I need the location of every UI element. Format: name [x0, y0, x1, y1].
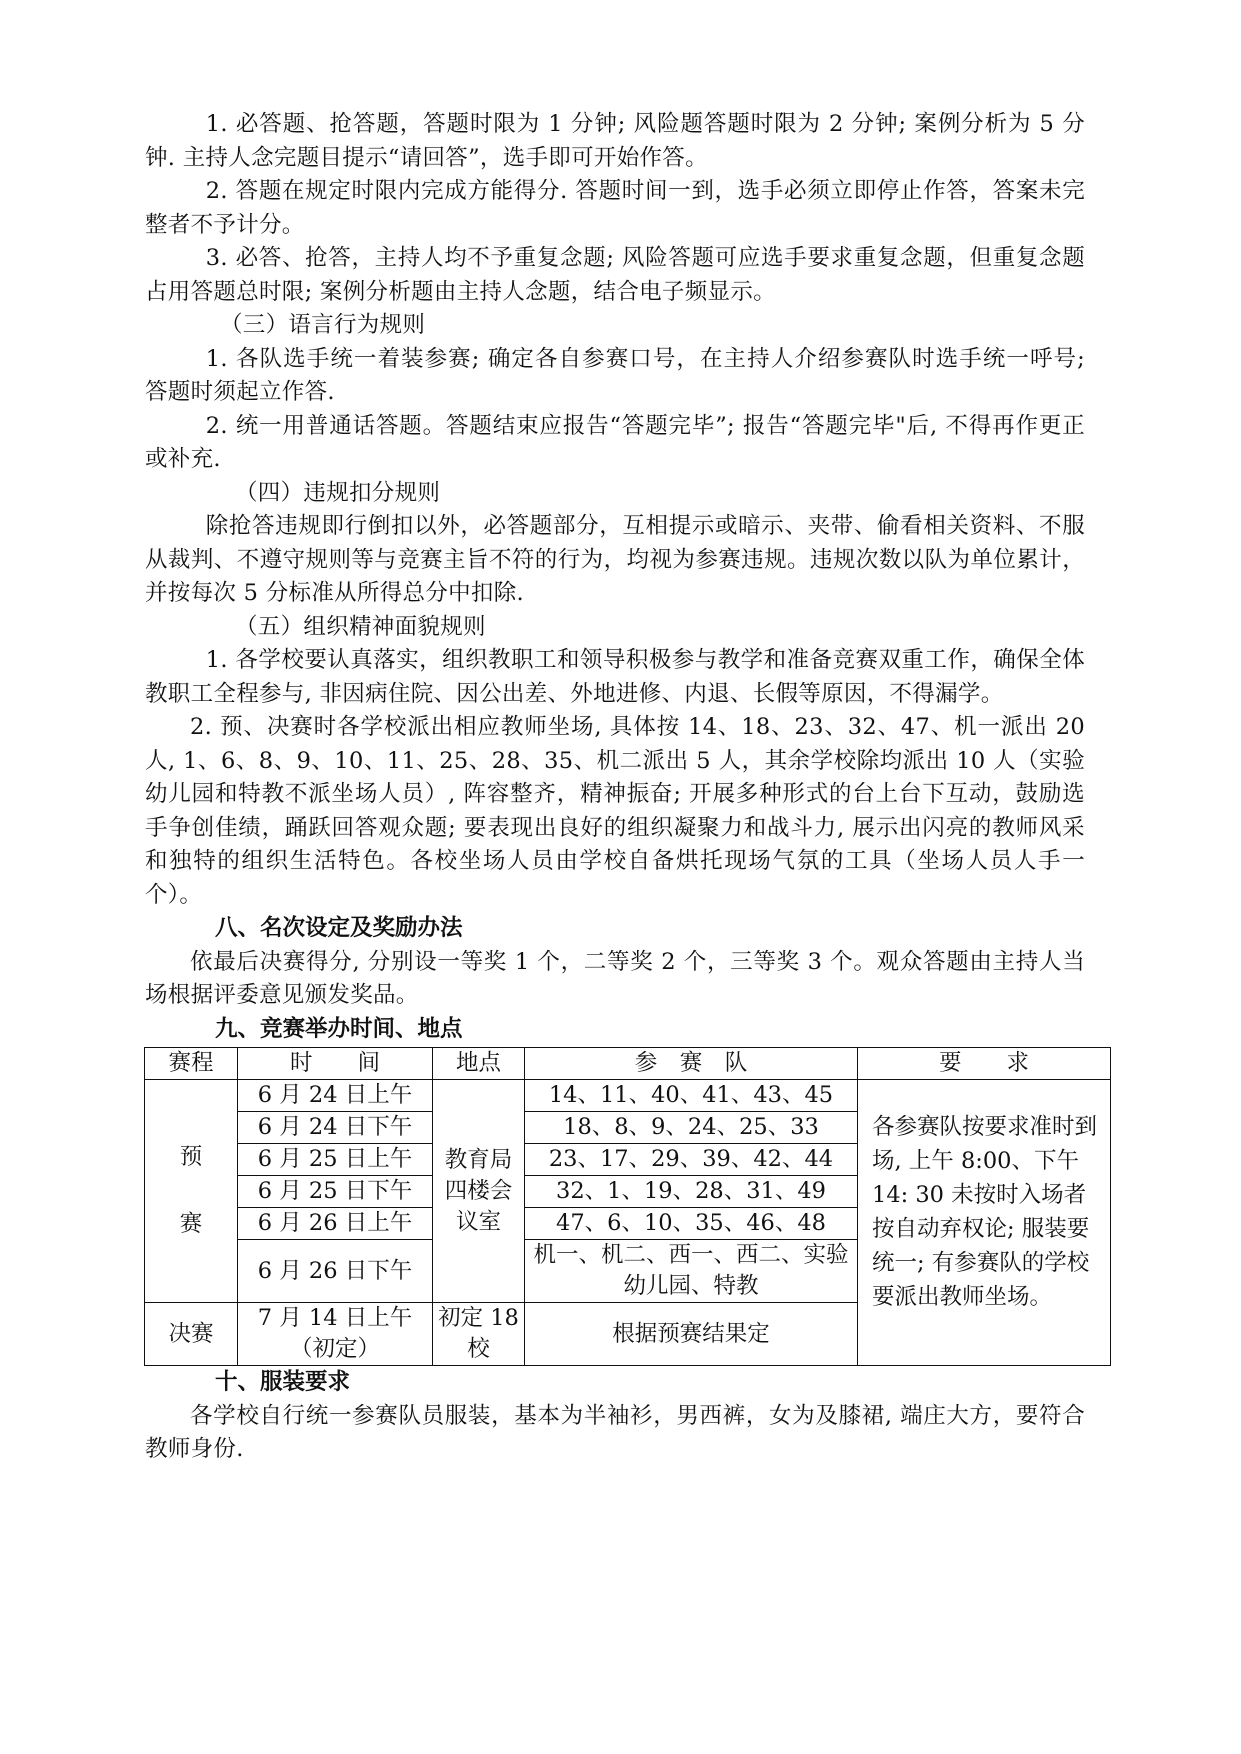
rule-paragraph-2: 2. 答题在规定时限内完成方能得分. 答题时间一到，选手必须立即停止作答，答案未完整者不予计分。 [145, 178, 1085, 238]
time-cell: 6 月 25 日下午 [238, 1176, 433, 1208]
teams-cell: 机一、机二、西一、西二、实验幼儿园、特教 [525, 1240, 858, 1303]
header-stage: 赛程 [145, 1048, 238, 1080]
teams-cell: 14、11、40、41、43、45 [525, 1080, 858, 1112]
section-10-heading: 十、服装要求 [215, 1369, 351, 1395]
section-8-paragraph: 依最后决赛得分, 分别设一等奖 1 个，二等奖 2 个，三等奖 3 个。观众答题由主持人当场根据评委意见颁发奖品。 [145, 948, 1085, 1008]
table-header-row [145, 1048, 1111, 1080]
teams-cell: 32、1、19、28、31、49 [525, 1176, 858, 1208]
rule-paragraph-3: 3. 必答、抢答，主持人均不予重复念题; 风险答题可应选手要求重复念题，但重复念题占用答题总时限; 案例分析题由主持人念题，结合电子频显示。 [145, 245, 1085, 305]
time-cell: 6 月 24 日上午 [238, 1080, 433, 1112]
document-page [145, 108, 1098, 1467]
section-8-heading: 八、名次设定及奖励办法 [215, 915, 463, 941]
section-4-heading: （四）违规扣分规则 [235, 479, 441, 506]
section-9-heading: 九、竞赛举办时间、地点 [215, 1015, 463, 1042]
header-time: 时 间 [238, 1048, 433, 1080]
teams-cell: 23、17、29、39、42、44 [525, 1144, 858, 1176]
table-row [145, 1080, 1111, 1112]
final-stage-cell: 决赛 [145, 1303, 238, 1366]
section-5-paragraph-2: 2. 预、决赛时各学校派出相应教师坐场, 具体按 14、18、23、32、47、机一派出 20 人, 1、6、8、9、10、11、25、28、35、机二派出 5 人，其余学校除均派出 10 人（实验幼儿园和特教不派坐场人员）, 阵容整齐，精神振奋; 开展多种形式的台上台下互动，鼓励选手争创佳绩，踊跃回答观众题; 要表现出良好的组织凝聚力和战斗力, 展示出闪亮的教师风采和独特的组织生活特色。各校坐场人员由学校自备烘托现场气氛的工具（坐场人员人手一个）。 [145, 714, 1085, 908]
header-teams: 参 赛 队 [525, 1048, 858, 1080]
header-requirement: 要 求 [858, 1048, 1111, 1080]
section-3-heading: （三）语言行为规则 [220, 312, 426, 338]
time-cell: 6 月 25 日上午 [238, 1144, 433, 1176]
time-cell: 6 月 24 日下午 [238, 1112, 433, 1144]
section-3-paragraph-2: 2. 统一用普通话答题。答题结束应报告“答题完毕”; 报告“答题完毕"后, 不得再作更正或补充. [145, 412, 1085, 472]
prelim-label-2: 赛 [179, 1211, 203, 1237]
schedule-table [144, 1047, 1111, 1366]
section-10-paragraph: 各学校自行统一参赛队员服装，基本为半袖衫，男西裤，女为及膝裙, 端庄大方，要符合教师身份. [145, 1402, 1085, 1462]
prelim-label-1: 预 [179, 1144, 203, 1170]
teams-cell: 47、6、10、35、46、48 [525, 1208, 858, 1240]
requirement-cell: 各参赛队按要求准时到场, 上午 8:00、下午 14: 30 未按时入场者按自动弃权论; 服装要统一; 有参赛队的学校要派出教师坐场。 [858, 1080, 1111, 1366]
final-teams-cell: 根据预赛结果定 [525, 1303, 858, 1366]
prelim-venue-cell: 教育局四楼会议室 [433, 1080, 525, 1303]
section-5-paragraph-1: 1. 各学校要认真落实，组织教职工和领导积极参与教学和准备竞赛双重工作，确保全体教职工全程参与, 非因病住院、因公出差、外地进修、内退、长假等原因，不得漏学。 [145, 647, 1085, 707]
final-venue-cell: 初定 18 校 [433, 1303, 525, 1366]
prelim-stage-cell [145, 1080, 238, 1303]
section-5-heading: （五）组织精神面貌规则 [235, 613, 486, 640]
section-4-paragraph: 除抢答违规即行倒扣以外，必答题部分，互相提示或暗示、夹带、偷看相关资料、不服从裁判、不遵守规则等与竞赛主旨不符的行为，均视为参赛违规。违规次数以队为单位累计，并按每次 5 分标准从所得总分中扣除. [145, 513, 1085, 606]
final-time-cell: 7 月 14 日上午（初定） [238, 1303, 433, 1366]
teams-cell: 18、8、9、24、25、33 [525, 1112, 858, 1144]
time-cell: 6 月 26 日上午 [238, 1208, 433, 1240]
header-venue: 地点 [433, 1048, 525, 1080]
section-3-paragraph-1: 1. 各队选手统一着装参赛; 确定各自参赛口号，在主持人介绍参赛队时选手统一呼号; 答题时须起立作答. [145, 345, 1085, 405]
time-cell: 6 月 26 日下午 [238, 1240, 433, 1303]
rule-paragraph-1: 1. 必答题、抢答题，答题时限为 1 分钟; 风险题答题时限为 2 分钟; 案例分析为 5 分钟. 主持人念完题目提示“请回答”，选手即可开始作答。 [145, 111, 1085, 171]
